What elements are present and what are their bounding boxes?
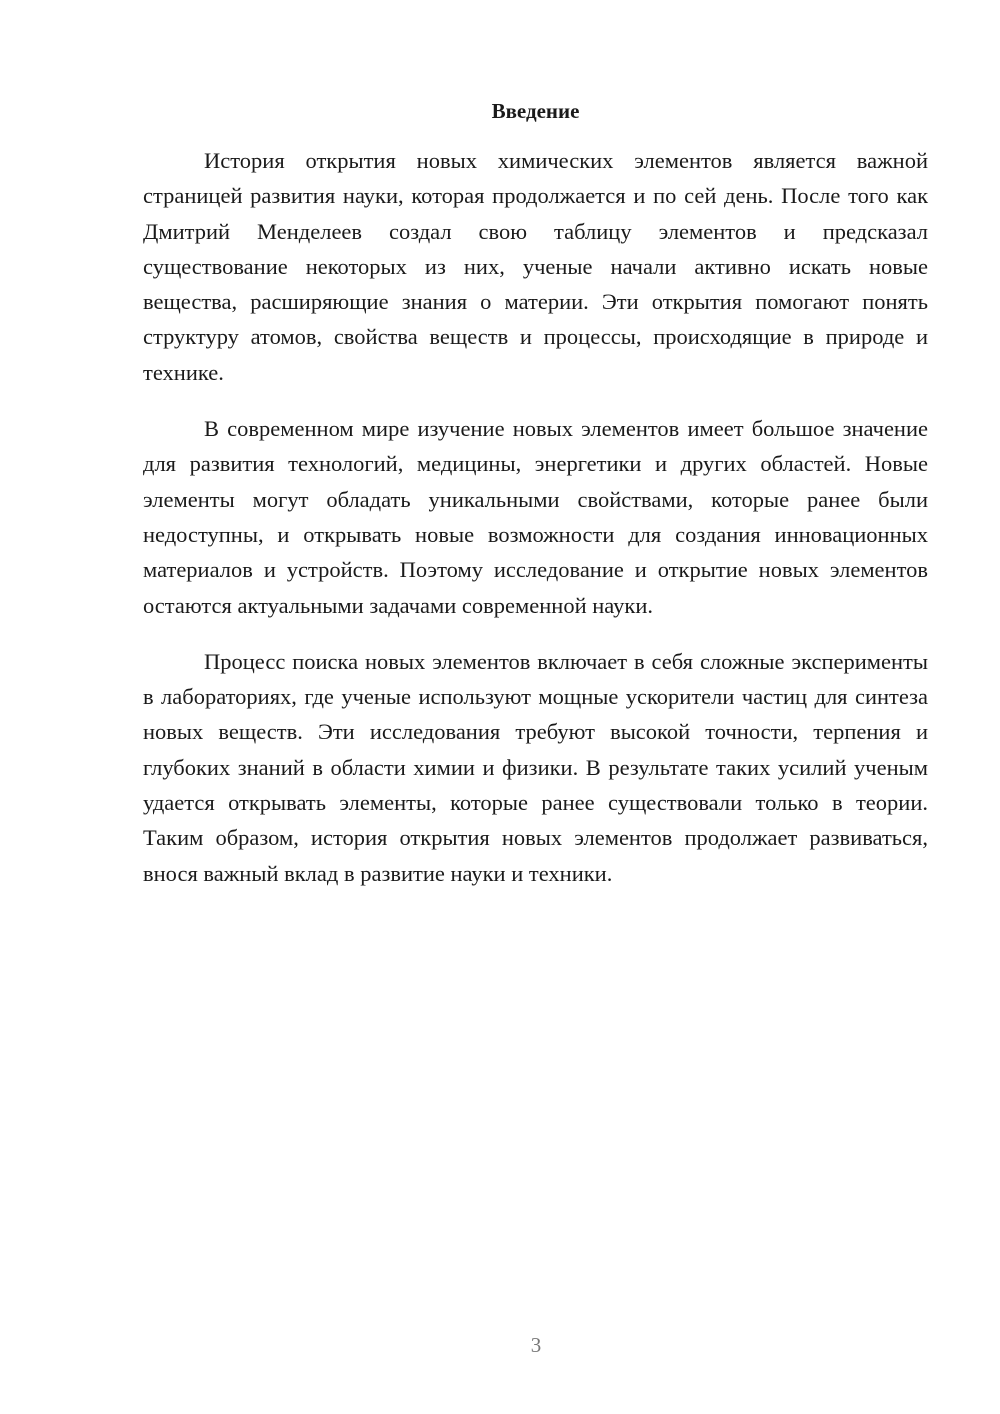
paragraph-3: Процесс поиска новых элементов включает в себя сложные эксперименты в лабораториях, где ученые используют мощные ускорители частиц для синтеза новых веществ. Эти исследования требуют высокой точности, терпения и глубоких знаний в области химии и физики. В результате таких усилий ученым удается открывать элементы, которые ранее существовали только в теории. Таким образом, история открытия новых элементов продолжает развиваться, внося важный вклад в развитие науки и техники.: [143, 648, 928, 886]
paragraph-1: История открытия новых химических элементов является важной страницей развития науки, которая продолжается и по сей день. После того как Дмитрий Менделеев создал свою таблицу элементов и предсказал существование некоторых из них, ученые начали активно искать новые вещества, расширяющие знания о материи. Эти открытия помогают понять структуру атомов, свойства веществ и процессы, происходящие в природе и технике.: [143, 148, 928, 385]
body-text: [143, 143, 928, 912]
page-number: 3: [530, 1333, 542, 1357]
section-heading: Введение: [491, 99, 580, 123]
paragraph-2: В современном мире изучение новых элементов имеет большое значение для развития технологий, медицины, энергетики и других областей. Новые элементы могут обладать уникальными свойствами, которые ранее были недоступны, и открывать новые возможности для создания инновационных материалов и устройств. Поэтому исследование и открытие новых элементов остаются актуальными задачами современной науки.: [143, 416, 928, 618]
